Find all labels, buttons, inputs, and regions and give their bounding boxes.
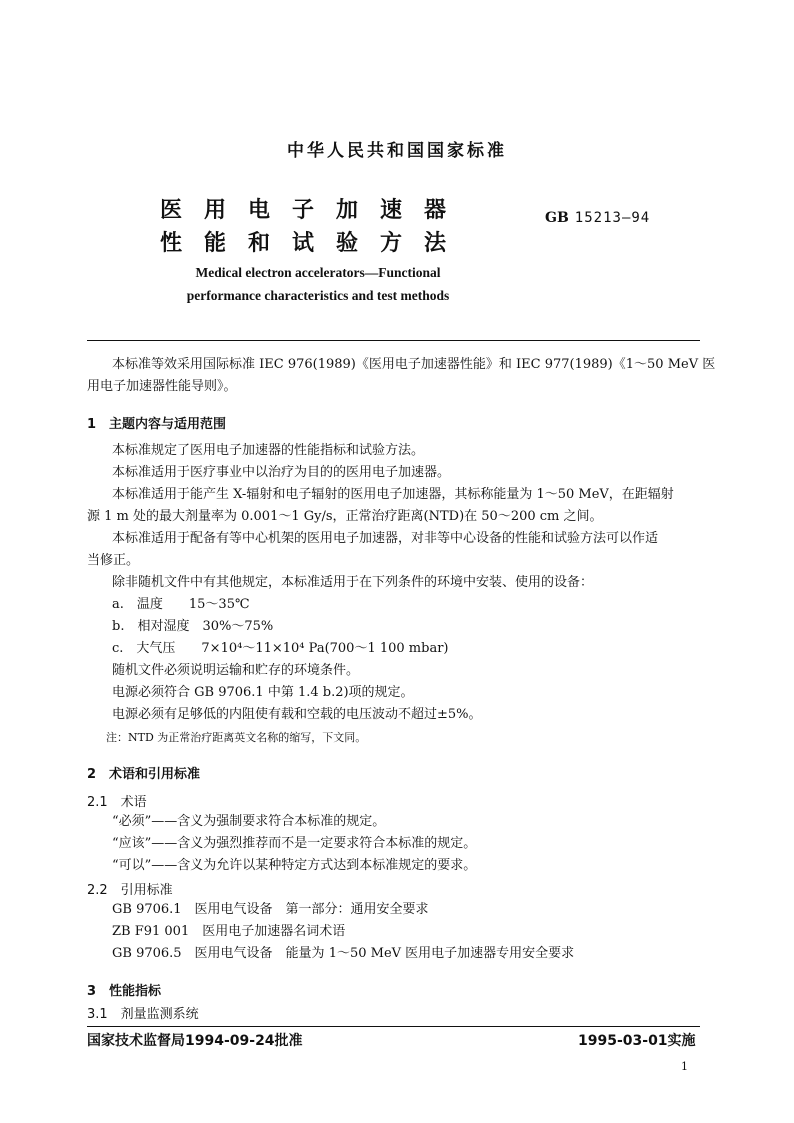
english-title-line-1: Medical electron accelerators—Functional [195, 265, 441, 280]
section-1-line: 电源必须符合 GB 9706.1 中第 1.4 b.2)项的规定。 [112, 685, 414, 700]
standard-code [545, 210, 650, 226]
document-title-line-2: 性 能 和 试 验 方 法 [160, 231, 447, 256]
term-definition: “必须”——含义为强制要求符合本标准的规定。 [112, 814, 386, 829]
page-number: 1 [681, 1060, 688, 1073]
intro-line-2: 用电子加速器性能导则》。 [87, 379, 237, 394]
approval-date: 国家技术监督局1994-09-24批准 [87, 1033, 303, 1049]
section-1-note: 注：NTD 为正常治疗距离英文名称的缩写，下文同。 [106, 731, 367, 744]
section-1-line: 源 1 m 处的最大剂量率为 0.001～1 Gy/s，正常治疗距离(NTD)在 50～200 cm 之间。 [87, 509, 603, 524]
section-1-line: 本标准适用于配备有等中心机架的医用电子加速器，对非等中心设备的性能和试验方法可以作适 [112, 531, 659, 546]
referenced-standard: GB 9706.1 医用电气设备 第一部分：通用安全要求 [112, 902, 429, 917]
referenced-standard: ZB F91 001 医用电子加速器名词术语 [112, 924, 346, 939]
referenced-standard: GB 9706.5 医用电气设备 能量为 1～50 MeV 医用电子加速器专用安全要求 [112, 946, 575, 961]
section-2-2-heading: 2.2 引用标准 [87, 883, 173, 898]
section-1-line: 电源必须有足够低的内阻使有载和空载的电压波动不超过±5%。 [112, 707, 482, 722]
section-3-heading: 3 性能指标 [87, 984, 162, 999]
standard-code-number: 15213—94 [574, 210, 651, 226]
footer-divider [87, 1026, 700, 1027]
document-title-line-1: 医 用 电 子 加 速 器 [160, 198, 447, 223]
effective-date: 1995-03-01实施 [578, 1033, 696, 1049]
condition-humidity: b. 相对湿度 30%～75% [112, 619, 274, 634]
section-1-heading: 1 主题内容与适用范围 [87, 417, 227, 432]
condition-temperature: a. 温度 15～35℃ [112, 597, 250, 612]
standard-code-prefix: GB [545, 210, 569, 226]
section-1-line: 本标准适用于医疗事业中以治疗为目的的医用电子加速器。 [112, 465, 451, 480]
term-definition: “可以”——含义为允许以某种特定方式达到本标准规定的要求。 [112, 858, 477, 873]
english-title-line-2: performance characteristics and test methods [186, 288, 450, 303]
section-1-line: 本标准规定了医用电子加速器的性能指标和试验方法。 [112, 443, 425, 458]
section-2-1-heading: 2.1 术语 [87, 795, 147, 810]
intro-line-1: 本标准等效采用国际标准 IEC 976(1989)《医用电子加速器性能》和 IEC 977(1989)《1～50 MeV 医 [112, 357, 716, 372]
term-definition: “应该”——含义为强烈推荐而不是一定要求符合本标准的规定。 [112, 836, 477, 851]
section-3-1-heading: 3.1 剂量监测系统 [87, 1007, 199, 1022]
section-1-line: 当修正。 [87, 553, 140, 568]
header-divider [87, 340, 700, 341]
condition-pressure: c. 大气压 7×10⁴～11×10⁴ Pa(700～1 100 mbar) [112, 641, 449, 656]
section-1-line: 本标准适用于能产生 X-辐射和电子辐射的医用电子加速器，其标称能量为 1～50 MeV，在距辐射 [112, 487, 674, 502]
national-standard-heading: 中华人民共和国国家标准 [287, 141, 507, 161]
section-1-line: 随机文件必须说明运输和贮存的环境条件。 [112, 663, 360, 678]
section-1-line: 除非随机文件中有其他规定，本标准适用于在下列条件的环境中安装、使用的设备： [112, 575, 594, 590]
section-2-heading: 2 术语和引用标准 [87, 767, 201, 782]
